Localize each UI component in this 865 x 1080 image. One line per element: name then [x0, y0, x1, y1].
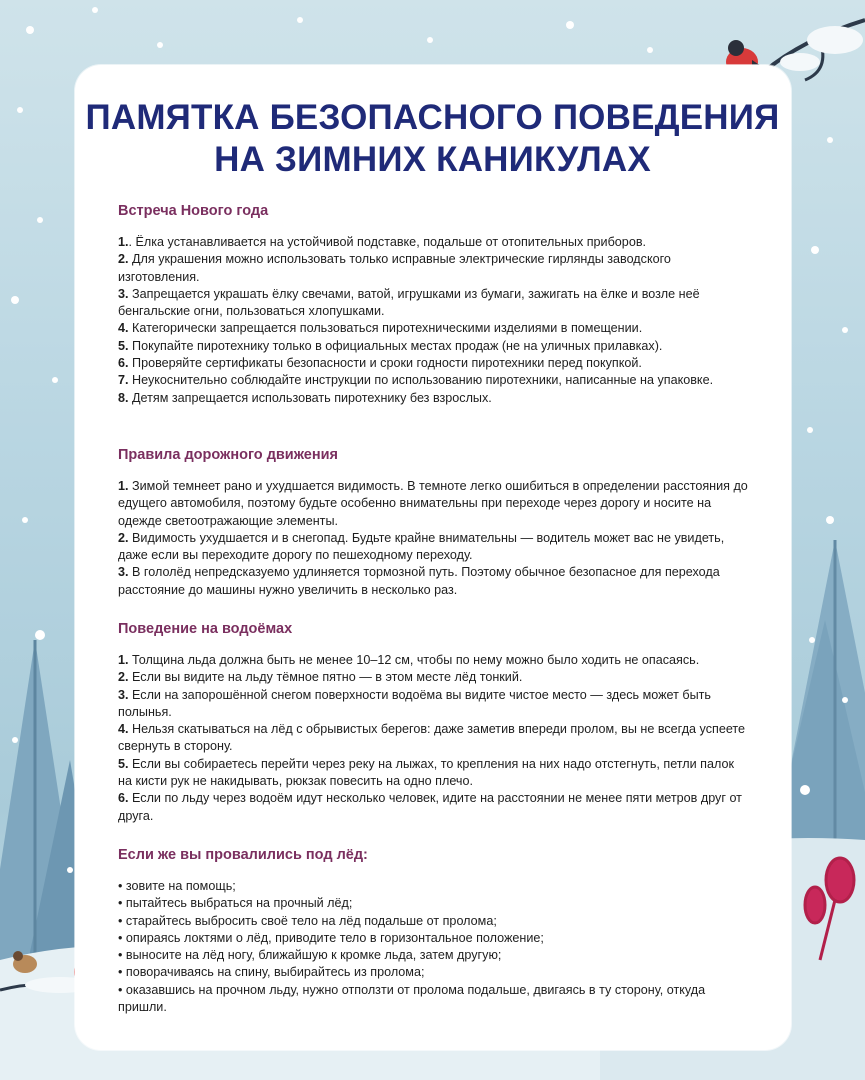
list-item: • поворачиваясь на спину, выбирайтесь из пролома; — [118, 965, 425, 980]
section-heading: Если же вы провалились под лёд: — [118, 847, 368, 863]
list-item: 4. Нельзя скатываться на лёд с обрывистых берегов: даже заметив впереди пролом, вы не всегда успеете свернуть в сторону. — [118, 722, 746, 754]
list-item: 2. Если вы видите на льду тёмное пятно — в этом месте лёд тонкий. — [118, 670, 523, 685]
list-item: • зовите на помощь; — [118, 879, 236, 893]
title-line-2: НА ЗИМНИХ КАНИКУЛАХ — [214, 140, 651, 179]
list-item: 8. Детям запрещается использовать пиротехнику без взрослых. — [118, 390, 492, 405]
section-fell-through-ice — [118, 846, 748, 1016]
list-item: • старайтесь выбросить своё тело на лёд подальше от пролома; — [118, 913, 497, 928]
list-item: 3. Запрещается украшать ёлку свечами, ватой, игрушками из бумаги, зажигать на ёлке и возле неё бенгальские огни, пользоваться хлопушками. — [118, 286, 700, 319]
list-item: 5. Если вы собираетесь перейти через реку на лыжах, то крепления на них надо отстегнуть, петли палок на кисти рук не накидывать, рюкзак повесить на одно плечо. — [118, 756, 734, 789]
list-item: 2. Для украшения можно использовать только исправные электрические гирлянды заводского изготовления. — [118, 252, 671, 284]
list-item: • выносите на лёд ногу, ближайшую к кромке льда, затем другую; — [118, 948, 502, 963]
list-item: • оказавшись на прочном льду, нужно отползти от пролома подальше, двигаясь в ту сторону, откуда пришли. — [118, 982, 706, 1015]
section-heading: Правила дорожного движения — [118, 447, 339, 463]
list-item: 4. Категорически запрещается пользоваться пиротехническими изделиями в помещении. — [118, 321, 643, 336]
list-item: • опираясь локтями о лёд, приводите тело в горизонтальное положение; — [118, 930, 544, 945]
title-line-1: ПАМЯТКА БЕЗОПАСНОГО ПОВЕДЕНИЯ — [85, 98, 780, 137]
section-new-year — [118, 202, 748, 407]
list-item: 3. Если на запорошённой снегом поверхности водоёма вы видите чистое место — здесь может быть полынья. — [118, 687, 711, 719]
list-item: 6. Проверяйте сертификаты безопасности и сроки годности пиротехники перед покупкой. — [118, 356, 642, 371]
list-item: 1. Толщина льда должна быть не менее 10–12 см, чтобы по нему можно было ходить не опасаясь. — [118, 653, 700, 667]
list-item: 6. Если по льду через водоём идут несколько человек, идите на расстоянии не менее пяти метров друг от друга. — [118, 791, 742, 823]
list-item: 3. В гололёд непредсказуемо удлиняется тормозной путь. Поэтому обычное безопасное для перехода расстояние до машины нужно увеличить в несколько раз. — [118, 565, 720, 597]
section-water-bodies — [118, 620, 748, 825]
list-item: 1.. Ёлка устанавливается на устойчивой подставке, подальше от отопительных приборов. — [118, 235, 647, 249]
list-item: 5. Покупайте пиротехнику только в официальных местах продаж (не на уличных прилавках). — [118, 338, 663, 353]
section-heading: Встреча Нового года — [118, 203, 269, 219]
page-title — [0, 97, 865, 181]
list-item: • пытайтесь выбраться на прочный лёд; — [118, 896, 353, 911]
list-item: 7. Неукоснительно соблюдайте инструкции по использованию пиротехники, написанные на упаковке. — [118, 373, 714, 388]
section-traffic-rules — [118, 446, 748, 599]
list-item: 1. Зимой темнеет рано и ухудшается видимость. В темноте легко ошибиться в определении расстояния до едущего автомобиля, поэтому будьте особенно внимательны при переходе через дорогу и носите на одежде светоотражающие элементы. — [118, 479, 748, 528]
section-heading: Поведение на водоёмах — [118, 621, 293, 637]
list-item: 2. Видимость ухудшается и в снегопад. Будьте крайне внимательны — водитель может вас не увидеть, даже если вы переходите дорогу по пешеходному переходу. — [118, 530, 725, 563]
